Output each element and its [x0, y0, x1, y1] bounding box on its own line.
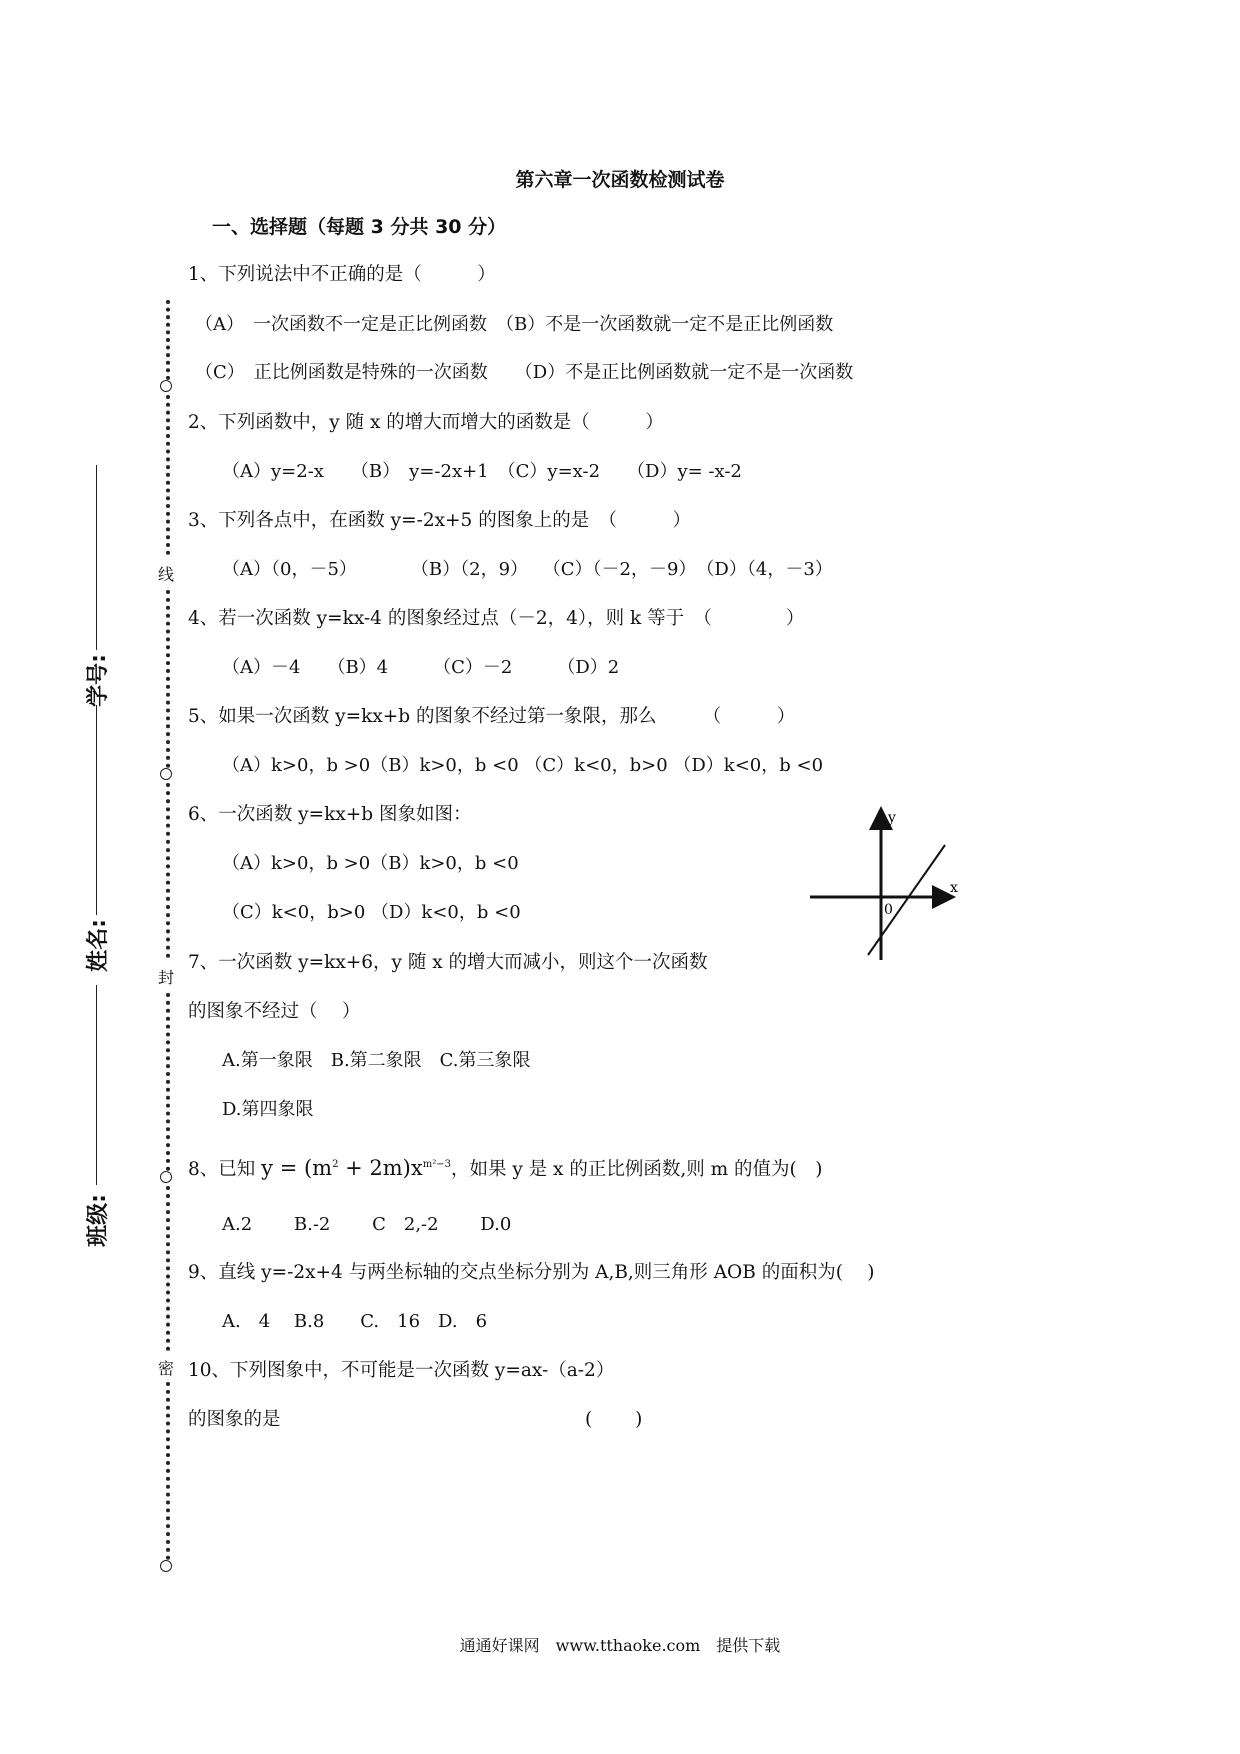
- x-axis-label: x: [950, 880, 958, 896]
- q7-stem: 7、一次函数 y=kx+6，y 随 x 的增大而减小，则这个一次函数: [188, 952, 708, 973]
- q6-graph: [800, 800, 980, 970]
- footer: 通通好课网 www.tthaoke.com 提供下载: [459, 1636, 781, 1655]
- formula-exponent: m²−3: [422, 1159, 451, 1170]
- origin-label: 0: [884, 902, 893, 918]
- q1-options-cd: （C） 正比例函数是特殊的一次函数 （D）不是正比例函数就一定不是一次函数: [195, 362, 854, 383]
- dotted-cut-line: [166, 993, 170, 1171]
- formula-base: y = (m: [261, 1156, 333, 1180]
- q8-prefix: 8、已知: [188, 1159, 262, 1180]
- q6-options-cd: （C）k<0，b>0 （D）k<0，b <0: [222, 902, 521, 923]
- q2-stem: 2、下列函数中，y 随 x 的增大而增大的函数是（ ）: [188, 412, 664, 433]
- q7-options-abc: A.第一象限 B.第二象限 C.第三象限: [222, 1050, 531, 1071]
- section-heading: 一、选择题（每题 3 分共 30 分）: [212, 216, 507, 238]
- q4-options: （A）－4 （B）4 （C）－2 （D）2: [222, 657, 620, 678]
- q3-options: （A）（0，－5） （B）（2，9） （C）（－2，－9） （D）（4，－3）: [222, 559, 833, 580]
- q8-formula: [261, 1156, 451, 1180]
- q5-stem: 5、如果一次函数 y=kx+b 的图象不经过第一象限，那么 （ ）: [188, 706, 796, 727]
- cut-char-secret: 密: [158, 1359, 175, 1378]
- q2-options: （A）y=2-x （B） y=-2x+1 （C）y=x-2 （D）y= -x-2: [222, 461, 742, 482]
- q8-options: A.2 B.-2 C 2,-2 D.0: [222, 1214, 512, 1235]
- label-student-number: 学号:: [85, 654, 111, 707]
- dotted-cut-line: [166, 1382, 170, 1560]
- q7-options-d: D.第四象限: [222, 1099, 314, 1120]
- label-class: 班级:: [85, 1194, 111, 1247]
- dotted-cut-line: [166, 1186, 170, 1351]
- dotted-cut-line: [166, 300, 170, 380]
- dotted-cut-line: [166, 395, 170, 555]
- q5-options: （A）k>0，b >0（B）k>0，b <0 （C）k<0，b>0 （D）k<0，b <0: [222, 755, 824, 776]
- q4-stem: 4、若一次函数 y=kx-4 的图象经过点（－2，4），则 k 等于 （ ）: [188, 608, 805, 629]
- ring-icon: [160, 1560, 172, 1572]
- cut-char-line: 线: [158, 565, 175, 584]
- q9-stem: 9、直线 y=-2x+4 与两坐标轴的交点坐标分别为 A,B,则三角形 AOB 的面积为( ): [188, 1262, 875, 1283]
- label-name: 姓名:: [85, 919, 111, 972]
- dotted-cut-line: [166, 783, 170, 958]
- fill-line-name: [96, 705, 97, 915]
- q8-stem: [188, 1155, 822, 1181]
- q1-options-ab: （A） 一次函数不一定是正比例函数 （B）不是一次函数就一定不是正比例函数: [195, 314, 834, 335]
- q10-answer-paren: ( ): [585, 1409, 643, 1430]
- q6-options-ab: （A）k>0，b >0（B）k>0，b <0: [222, 853, 519, 874]
- formula-sup-2: 2: [332, 1159, 339, 1170]
- q3-stem: 3、下列各点中，在函数 y=-2x+5 的图象上的是 （ ）: [188, 510, 691, 531]
- ring-icon: [160, 380, 172, 392]
- cut-char-seal: 封: [158, 968, 175, 987]
- ring-icon: [160, 768, 172, 780]
- q7-stem-cont: 的图象不经过（ ）: [188, 1001, 361, 1022]
- page-title: 第六章一次函数检测试卷: [515, 169, 725, 191]
- q6-stem: 6、一次函数 y=kx+b 图象如图：: [188, 804, 472, 825]
- q1-stem: 1、下列说法中不正确的是（ ）: [188, 264, 496, 285]
- q10-stem: 10、下列图象中，不可能是一次函数 y=ax-（a-2）: [188, 1360, 615, 1381]
- y-axis-label: y: [888, 810, 896, 826]
- fill-line-number: [96, 465, 97, 650]
- q8-suffix: ，如果 y 是 x 的正比例函数,则 m 的值为( ): [450, 1159, 823, 1180]
- q10-stem-cont: 的图象的是: [188, 1409, 281, 1430]
- ring-icon: [160, 1171, 172, 1183]
- fill-line-class: [96, 985, 97, 1185]
- dotted-cut-line: [166, 590, 170, 768]
- formula-mid: + 2m)x: [338, 1156, 423, 1180]
- q9-options: A. 4 B.8 C. 16 D. 6: [222, 1311, 488, 1332]
